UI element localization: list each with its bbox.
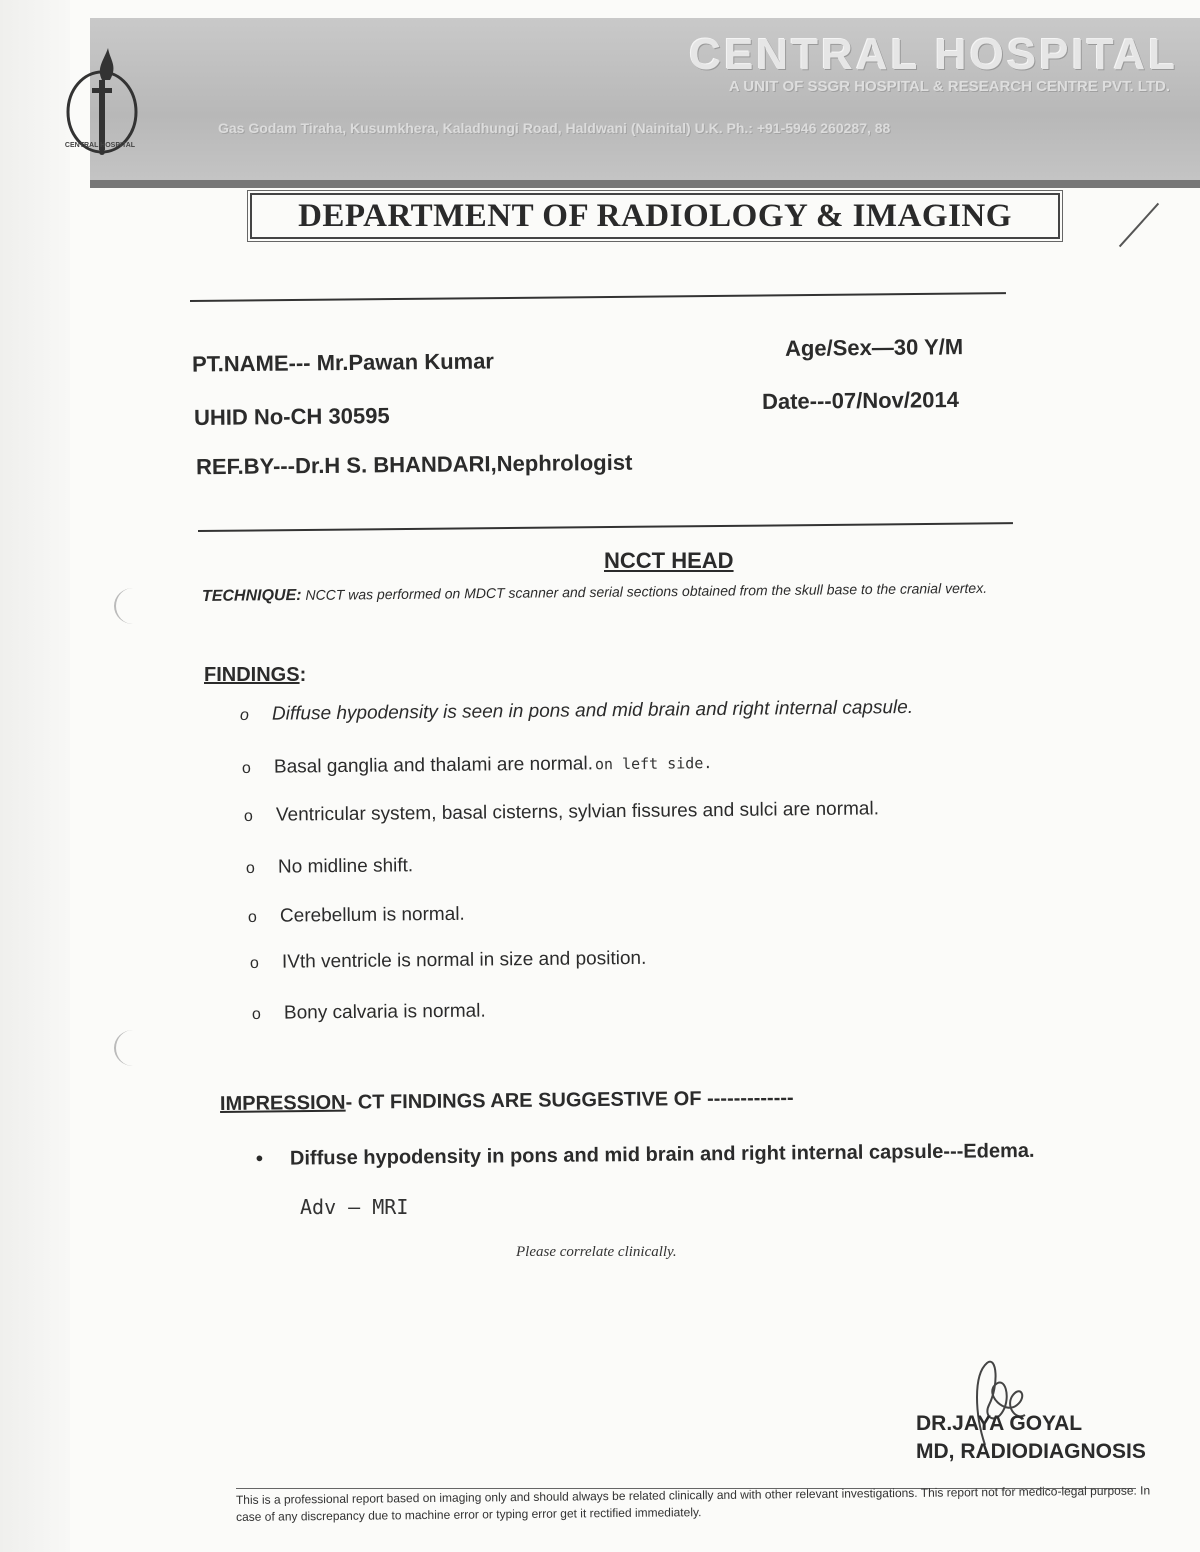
finding-item (252, 1001, 486, 1025)
finding-item (240, 697, 913, 726)
bullet-marker: o (245, 859, 256, 877)
handwritten-advice: Adv – MRI (300, 1195, 409, 1219)
bullet-marker: o (239, 706, 250, 724)
referred-by: REF.BY---Dr.H S. BHANDARI,Nephrologist (195, 449, 633, 480)
finding-item (244, 798, 879, 827)
bullet-marker: o (247, 908, 257, 926)
department-title: DEPARTMENT OF RADIOLOGY & IMAGING (250, 193, 1060, 239)
correlate-note: Please correlate clinically. (516, 1244, 677, 1260)
findings-heading (204, 664, 306, 687)
finding-text: Ventricular system, basal cisterns, sylvian fissures and sulci are normal. (275, 798, 880, 826)
finding-item (246, 855, 413, 879)
punch-hole (114, 1030, 152, 1066)
impression-item-text: Diffuse hypodensity in pons and mid brain and right internal capsule---Edema. (289, 1139, 1035, 1170)
hospital-unit-line: A UNIT OF SSGR HOSPITAL & RESEARCH CENTRE PVT. LTD. (728, 78, 1170, 95)
impression-label: IMPRESSION (219, 1091, 346, 1115)
finding-text: IVth ventricle is normal in size and position. (281, 947, 647, 973)
punch-hole (114, 588, 152, 624)
finding-text: Cerebellum is normal. (279, 903, 465, 927)
technique-label: TECHNIQUE: (201, 586, 302, 605)
pen-mark (1119, 203, 1159, 247)
impression-text: - CT FINDINGS ARE SUGGESTIVE OF ------------- (345, 1086, 794, 1114)
finding-item (242, 752, 713, 779)
technique-line (202, 580, 987, 606)
technique-text: NCCT was performed on MDCT scanner and serial sections obtained from the skull base to the cranial vertex. (305, 579, 988, 603)
finding-item (248, 904, 465, 928)
signatory-block (916, 1410, 1146, 1466)
impression-heading (220, 1087, 794, 1116)
bullet-marker: o (251, 1005, 261, 1023)
patient-name: PT.NAME--- Mr.Pawan Kumar (191, 348, 495, 377)
signatory-name: DR.JAYA GOYAL (916, 1412, 1083, 1435)
finding-text: Bony calvaria is normal. (283, 1000, 486, 1024)
patient-uhid: UHID No-CH 30595 (193, 402, 390, 431)
paper-edge (0, 0, 70, 1552)
finding-text: Diffuse hypodensity is seen in pons and mid brain and right internal capsule. (271, 696, 914, 725)
patient-age-sex: Age/Sex—30 Y/M (784, 334, 964, 361)
finding-text: No midline shift. (277, 855, 414, 878)
bullet-marker: • (255, 1147, 264, 1170)
letterhead-stripe (90, 180, 1200, 188)
hospital-address: Gas Godam Tiraha, Kusumkhera, Kaladhungi Road, Haldwani (Nainital) U.K. Ph.: +91-5946 260287, 88 (218, 120, 891, 136)
exam-title: NCCT HEAD (604, 548, 734, 573)
signatory-qualification: MD, RADIODIAGNOSIS (916, 1440, 1146, 1463)
finding-text: Basal ganglia and thalami are normal. (273, 753, 594, 778)
divider-bottom (198, 522, 1013, 532)
divider-top (190, 292, 1006, 302)
bullet-marker: o (241, 759, 252, 777)
handwritten-note: on left side. (594, 754, 713, 774)
footer-disclaimer: This is a professional report based on imaging only and should always be related clinically and with other relevant investigations. This report not for medico-legal purpose. In case of any discrepancy due to machine error or typing error get it rectified immediately. (235, 1483, 1151, 1524)
report-date: Date---07/Nov/2014 (761, 386, 959, 415)
findings-heading-text: FINDINGS (204, 664, 300, 686)
hospital-name: CENTRAL HOSPITAL (689, 30, 1178, 79)
impression-item (256, 1140, 1035, 1171)
bullet-marker: o (249, 954, 259, 972)
findings-heading-colon: : (299, 664, 307, 686)
finding-item (250, 948, 647, 974)
logo-caption: CENTRAL HOSPITAL (64, 142, 136, 149)
bullet-marker: o (243, 807, 254, 825)
